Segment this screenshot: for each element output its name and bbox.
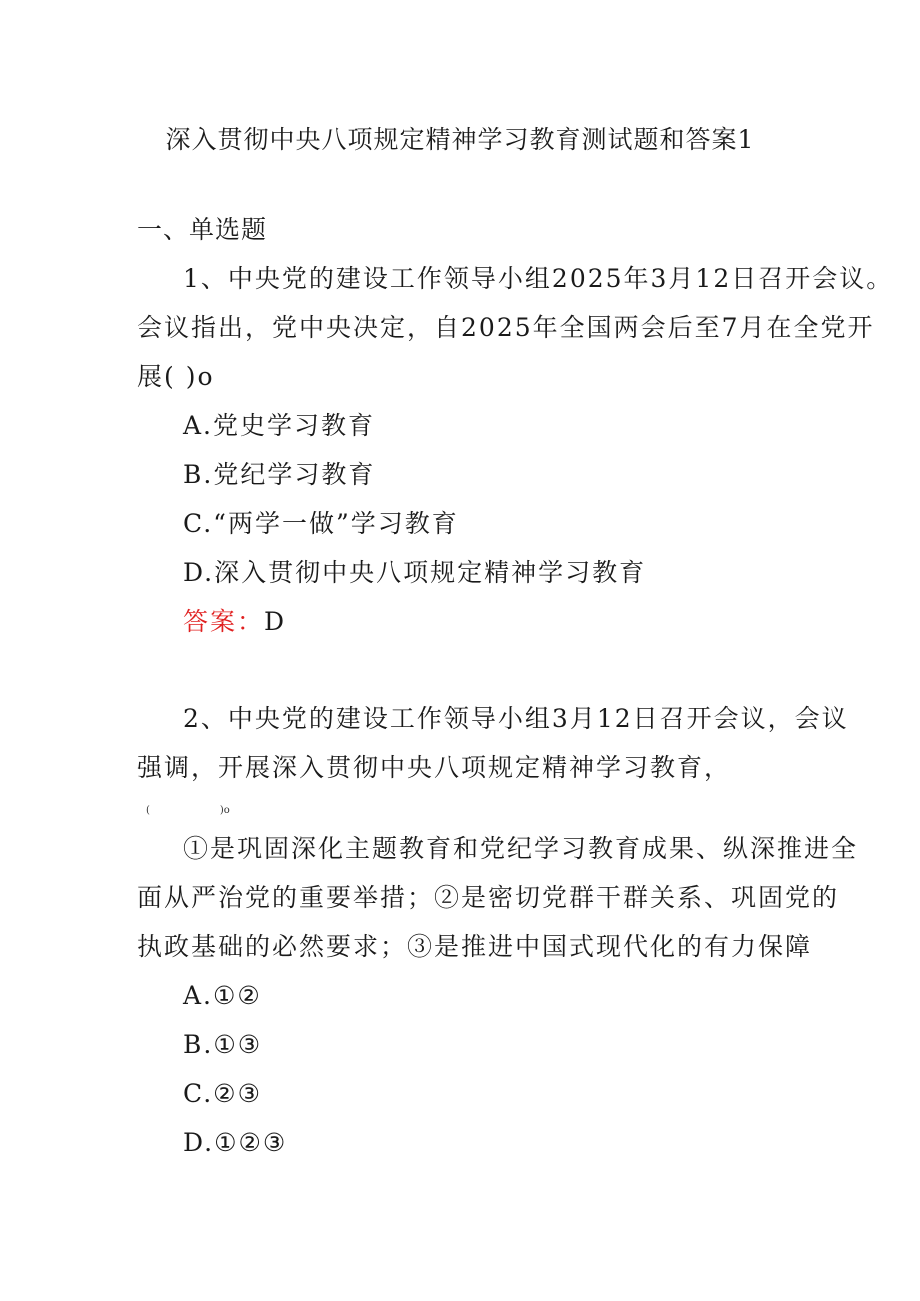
option-d: D.①②③ — [183, 1128, 288, 1157]
question-line: 1、中央党的建设工作领导小组2025年3月12日召开会议。 — [183, 264, 894, 293]
answer-line — [183, 604, 286, 640]
statement-line: 执政基础的必然要求；③是推进中国式现代化的有力保障 — [137, 932, 813, 961]
question-line: 展( )o — [137, 362, 215, 391]
document-title: 深入贯彻中央八项规定精神学习教育测试题和答案1 — [165, 125, 755, 154]
section-heading: 一、单选题 — [137, 215, 268, 244]
answer-label: 答案： — [183, 607, 265, 636]
option-c: C.“两学一做”学习教育 — [183, 509, 459, 538]
option-a: A.①② — [183, 981, 262, 1010]
question-line: 会议指出，党中央决定，自2025年全国两会后至7月在全党开 — [137, 313, 875, 342]
option-b: B.党纪学习教育 — [183, 460, 376, 489]
option-a: A.党史学习教育 — [183, 411, 376, 440]
statement-line: ①是巩固深化主题教育和党纪学习教育成果、纵深推进全 — [183, 834, 859, 863]
option-b: B.①③ — [183, 1030, 263, 1059]
question-line: 2、中央党的建设工作领导小组3月12日召开会议，会议 — [183, 704, 849, 733]
option-d: D.深入贯彻中央八项规定精神学习教育 — [183, 558, 647, 587]
option-c: C.②③ — [183, 1079, 263, 1108]
question-line: 强调，开展深入贯彻中央八项规定精神学习教育， — [137, 753, 732, 782]
statement-line: 面从严治党的重要举措；②是密切党群干群关系、巩固党的 — [137, 883, 840, 912]
answer-blank: ( )o — [146, 805, 230, 816]
answer-value: D — [264, 607, 287, 636]
